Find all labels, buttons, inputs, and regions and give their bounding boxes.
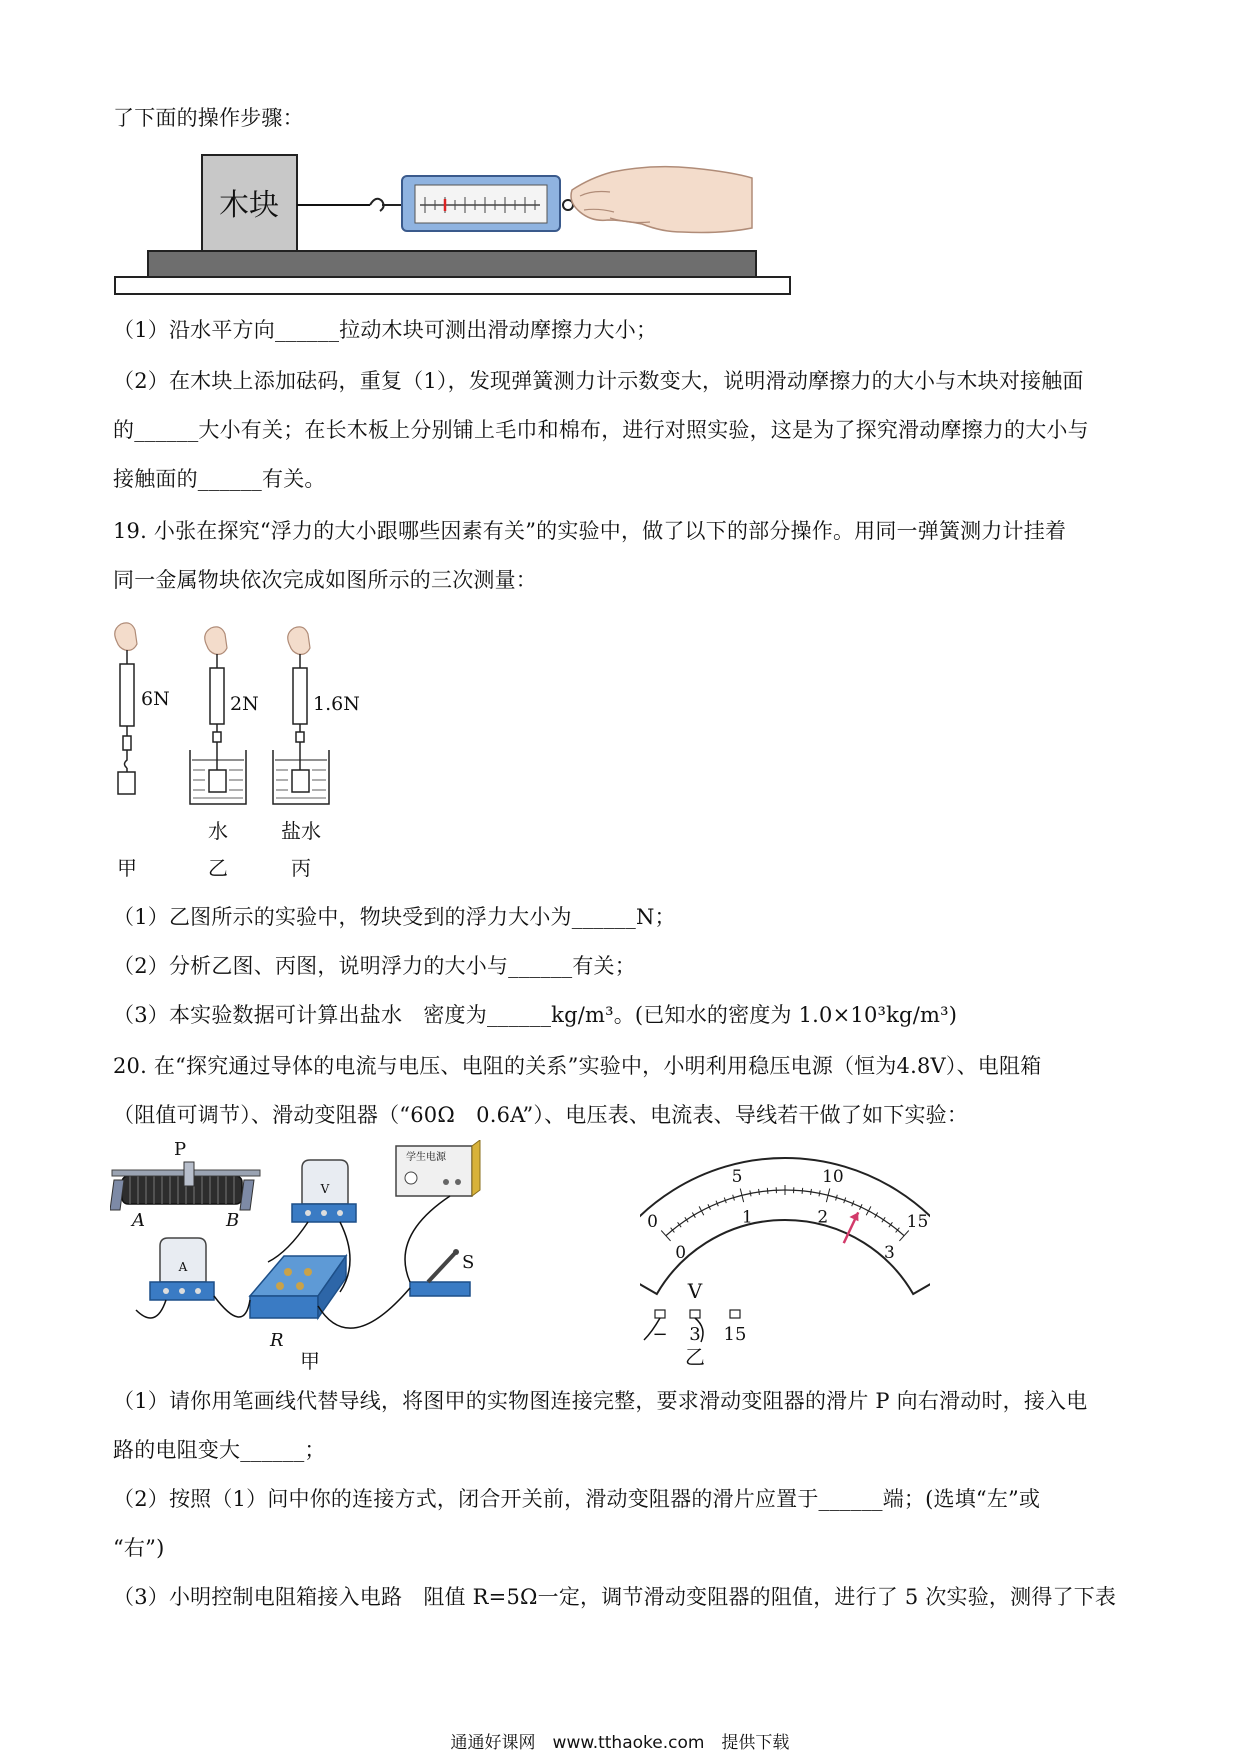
terminal-post bbox=[655, 1310, 665, 1318]
q19-part1: （1）乙图所示的实验中，物块受到的浮力大小为______N； bbox=[113, 905, 676, 929]
q20-part3: （3）小明控制电阻箱接入电路 阻值 R=5Ω一定，调节滑动变阻器的阻值，进行了 5 次实验，测得了下表 bbox=[113, 1585, 1117, 1609]
block-label: 木块 bbox=[219, 188, 279, 223]
inner-tick-label: 0 bbox=[675, 1243, 687, 1264]
inner-tick-label: 3 bbox=[883, 1243, 895, 1264]
meter-caption: 乙 bbox=[685, 1345, 705, 1369]
q19-part2: （2）分析乙图、丙图，说明浮力的大小与______有关； bbox=[113, 954, 636, 978]
long-board bbox=[148, 251, 756, 277]
q18-part2-line1: （2）在木块上添加砝码，重复（1），发现弹簧测力计示数变大，说明滑动摩擦力的大小与木块对接触面 bbox=[113, 369, 1084, 393]
supply-label: 学生电源 bbox=[406, 1152, 446, 1163]
reading-bing: 1.6N bbox=[313, 693, 360, 715]
terminal-post bbox=[730, 1310, 740, 1318]
q20-part1-line2: 路的电阻变大______； bbox=[113, 1438, 326, 1462]
hand-icon bbox=[205, 627, 227, 655]
voltmeter bbox=[292, 1160, 356, 1222]
voltmeter-label: V bbox=[320, 1182, 330, 1196]
liquid-bing: 盐水 bbox=[281, 819, 321, 843]
voltmeter-dial-figure bbox=[640, 1148, 930, 1370]
hand-icon bbox=[571, 167, 752, 233]
inner-tick-label: 2 bbox=[817, 1207, 829, 1228]
footer-text: 通通好课网 www.tthaoke.com 提供下载 bbox=[450, 1733, 790, 1753]
circuit-caption: 甲 bbox=[300, 1349, 320, 1373]
q18-part2-line3: 接触面的______有关。 bbox=[113, 467, 326, 491]
friction-figure bbox=[110, 150, 800, 300]
caption-bing: 丙 bbox=[291, 856, 311, 880]
slide-rheostat bbox=[110, 1140, 260, 1231]
slider bbox=[184, 1162, 194, 1186]
metal-block bbox=[118, 772, 135, 794]
setup-jia bbox=[115, 623, 170, 794]
meter-unit: V bbox=[687, 1279, 703, 1303]
switch bbox=[410, 1249, 474, 1296]
spring-scale bbox=[120, 664, 134, 726]
spring-scale bbox=[293, 668, 307, 724]
intro-line: 了下面的操作步骤： bbox=[113, 106, 304, 130]
inner-tick-label: 1 bbox=[741, 1207, 753, 1228]
terminal-post bbox=[690, 1310, 700, 1318]
terminal-label: 15 bbox=[723, 1324, 747, 1345]
q19-stem-line1: 19. 小张在探究“浮力的大小跟哪些因素有关”的实验中，做了以下的部分操作。用同一弹簧测力计挂着 bbox=[113, 519, 1067, 543]
q20-part2-line1: （2）按照（1）问中你的连接方式，闭合开关前，滑动变阻器的滑片应置于______端；(选填“左”或 bbox=[113, 1487, 1041, 1511]
scale-tick bbox=[767, 1188, 768, 1194]
spring-scale bbox=[402, 176, 573, 231]
power-supply bbox=[396, 1140, 480, 1196]
caption-jia: 甲 bbox=[117, 856, 137, 880]
resistor-label: R bbox=[270, 1330, 284, 1351]
caption-yi: 乙 bbox=[208, 856, 228, 880]
ammeter bbox=[150, 1238, 214, 1300]
spring-scale bbox=[210, 668, 224, 724]
outer-tick-label: 5 bbox=[731, 1166, 743, 1187]
buoyancy-figure bbox=[105, 620, 425, 890]
slider-label: P bbox=[173, 1140, 187, 1160]
q18-part2-line2: 的______大小有关；在长木板上分别铺上毛巾和棉布，进行对照实验，这是为了探究滑动摩擦力的大小与 bbox=[113, 418, 1089, 442]
ammeter-label: A bbox=[178, 1260, 188, 1274]
setup-bing bbox=[273, 627, 360, 843]
reading-jia: 6N bbox=[141, 688, 170, 710]
switch-label: S bbox=[462, 1252, 475, 1273]
q19-part3: （3）本实验数据可计算出盐水 密度为______kg/m³。(已知水的密度为 1.0×10³kg/m³) bbox=[113, 1003, 958, 1027]
q19-stem-line2: 同一金属物块依次完成如图所示的三次测量： bbox=[113, 568, 537, 592]
hand-icon bbox=[115, 623, 137, 651]
dial-face bbox=[640, 1158, 930, 1294]
metal-block bbox=[209, 770, 226, 792]
resistance-box bbox=[250, 1256, 346, 1351]
q20-part1-line1: （1）请你用笔画线代替导线，将图甲的实物图连接完整，要求滑动变阻器的滑片 P 向右滑动时，接入电 bbox=[113, 1389, 1088, 1413]
terminal-label: − bbox=[652, 1324, 668, 1345]
q20-stem-line1: 20. 在“探究通过导体的电流与电压、电阻的关系”实验中，小明利用稳压电源（恒为4.8V）、电阻箱 bbox=[113, 1054, 1042, 1078]
reading-yi: 2N bbox=[230, 693, 259, 715]
scale-tick bbox=[802, 1188, 803, 1194]
metal-block bbox=[292, 770, 309, 792]
terminal-b-label: B bbox=[226, 1210, 240, 1231]
q20-part2-line2: “右”) bbox=[113, 1536, 165, 1560]
setup-yi bbox=[190, 627, 259, 843]
hand-icon bbox=[288, 627, 310, 655]
outer-tick-label: 0 bbox=[647, 1211, 658, 1232]
circuit-figure bbox=[110, 1140, 550, 1375]
liquid-yi: 水 bbox=[208, 819, 228, 843]
terminal-a-label: A bbox=[132, 1210, 145, 1231]
terminal-label: 3 bbox=[689, 1324, 701, 1345]
q18-part1: （1）沿水平方向______拉动木块可测出滑动摩擦力大小； bbox=[113, 318, 658, 342]
outer-tick-label: 15 bbox=[906, 1211, 929, 1232]
outer-tick-label: 10 bbox=[822, 1166, 844, 1187]
q20-stem-line2: （阻值可调节）、滑动变阻器（“60Ω 0.6A”）、电压表、电流表、导线若干做了如下实验： bbox=[113, 1103, 969, 1127]
